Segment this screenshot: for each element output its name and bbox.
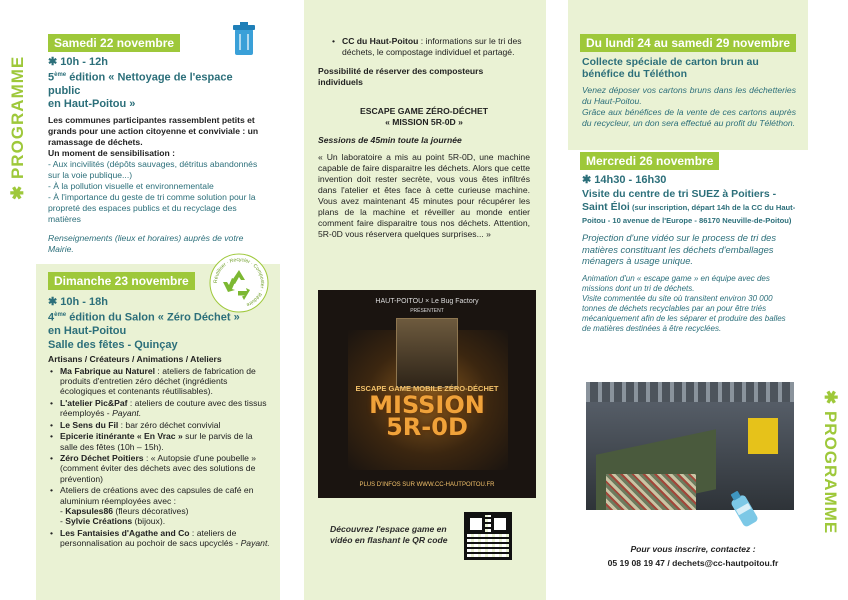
sunday-event bbox=[48, 296, 270, 550]
saturday-time: ✱ 10h - 12h bbox=[48, 56, 108, 68]
photo-rack bbox=[586, 382, 794, 402]
exhibitor-item: • Les Fantaisies d'Agathe and Co : ateliers de personnalisation au pochoir de sacs upcyclés - Payant. bbox=[48, 528, 270, 549]
qr-caption: Découvrez l'espace game en vidéo en flashant le QR code bbox=[330, 524, 448, 545]
poster-subtitle: ESCAPE GAME MOBILE ZÉRO-DÉCHET bbox=[355, 384, 499, 393]
week-date-badge: Du lundi 24 au samedi 29 novembre bbox=[580, 34, 796, 52]
contact-block bbox=[580, 544, 806, 569]
saturday-edition-suffix: ème bbox=[54, 72, 67, 78]
saturday-date-badge: Samedi 22 novembre bbox=[48, 34, 180, 52]
composteurs-note: Possibilité de réserver des composteurs individuels bbox=[318, 66, 484, 87]
exhibitor-item: • Epicerie itinérante « En Vrac » sur le parvis de la salle des fêtes (10h – 15h). bbox=[48, 431, 270, 452]
week-event-title: Collecte spéciale de carton brun au bénéfice du Téléthon bbox=[582, 56, 759, 80]
wednesday-note: (sur inscription, départ 14h de la CC du Haut-Poitou - 10 avenue de l'Europe - 86170 Neuville-de-Poitou) bbox=[582, 203, 796, 225]
side-label-programme-right: ✱ PROGRAMME bbox=[821, 390, 840, 535]
wednesday-event bbox=[582, 174, 796, 334]
saturday-edition-number: 5 bbox=[48, 71, 55, 84]
saturday-title-line2: en Haut-Poitou » bbox=[48, 97, 136, 110]
sunday-date-badge: Dimanche 23 novembre bbox=[48, 272, 195, 290]
escape-game-story: « Un laboratoire a mis au point 5R-0D, une machine capable de faire disparaitre les déchets. Alors que cette invention doit rester secrète, vous vous êtes infiltrés dans l'atelier et êtes face à cette curieuse machine. Vous avez maintenant 45 minutes pour récupérer les plans de la machine et réveiller au monde entier comment faire disparaitre tous nos déchets. Attention, 5R-0D vous réservera quelques surprises... » bbox=[318, 152, 530, 239]
exhibitor-item: • Zéro Déchet Poitiers : « Autopsie d'une poubelle » (comment éviter des déchets avec des solutions de prévention) bbox=[48, 453, 270, 484]
photo-machine bbox=[748, 418, 778, 454]
sunday-title-text: édition du Salon « Zéro Déchet » bbox=[66, 311, 240, 324]
wednesday-date-badge: Mercredi 26 novembre bbox=[580, 152, 719, 170]
saturday-title bbox=[48, 69, 262, 111]
sunday-time: ✱ 10h - 18h bbox=[48, 296, 108, 308]
cc-info-bullet: • CC du Haut-Poitou : informations sur le tri des déchets, le compostage individuel et partagé. bbox=[330, 36, 530, 58]
saturday-bullet-3: - À l'importance du geste de tri comme solution pour la propreté des espaces publics et du recyclage des matières bbox=[48, 191, 256, 224]
sunday-edition-number: 4 bbox=[48, 311, 55, 324]
qr-code[interactable] bbox=[464, 512, 512, 560]
escape-game-sessions: Sessions de 45min toute la journée bbox=[318, 135, 462, 145]
poster-brand: HAUT-POITOU × Le Bug Factory bbox=[375, 298, 479, 305]
side-label-programme-left: ✱ PROGRAMME bbox=[8, 55, 27, 200]
sunday-edition-suffix: ème bbox=[54, 312, 67, 318]
sunday-exhibitor-list bbox=[48, 366, 270, 549]
poster-title bbox=[318, 391, 536, 441]
poster-title-line1: MISSION bbox=[369, 391, 485, 419]
wednesday-title bbox=[582, 187, 796, 226]
contact-value[interactable]: 05 19 08 19 47 / dechets@cc-hautpoitou.fr bbox=[607, 558, 779, 568]
sunday-place: Salle des fêtes - Quinçay bbox=[48, 338, 178, 351]
poster-title-line2: 5R-0D bbox=[386, 413, 468, 441]
week-event bbox=[582, 56, 796, 129]
poster-url: PLUS D'INFOS SUR WWW.CC-HAUTPOITOU.FR bbox=[359, 482, 495, 488]
middle-top-text bbox=[318, 36, 530, 240]
bottle-icon bbox=[724, 488, 764, 532]
exhibitor-item: • L'atelier Pic&Paf : ateliers de couture avec des tissus réemployés - Payant. bbox=[48, 398, 270, 419]
wednesday-title-text: Visite du centre de tri SUEZ à Poitiers - Saint Éloi bbox=[582, 188, 777, 213]
saturday-title-text: édition « Nettoyage de l'espace public bbox=[48, 71, 233, 97]
saturday-description: Les communes participantes rassemblent petits et grands pour une action citoyenne et conviviale : un ramassage de déchets. bbox=[48, 114, 259, 147]
saturday-moment-label: Un moment de sensibilisation : bbox=[48, 147, 176, 158]
wednesday-animation: Animation d'un « escape game » en équipe avec des missions dont un tri de déchets. bbox=[582, 273, 770, 293]
sunday-categories: Artisans / Créateurs / Animations / Ateliers bbox=[48, 353, 222, 364]
escape-game-poster bbox=[318, 290, 536, 498]
saturday-info: Renseignements (lieux et horaires) auprès de votre Mairie. bbox=[48, 232, 244, 254]
photo-waste-pile bbox=[606, 474, 696, 510]
week-event-p1: Venez déposer vos cartons bruns dans les déchetteries du Haut-Poitou. bbox=[582, 85, 796, 106]
poster-presents: PRÉSENTENT bbox=[410, 308, 444, 314]
saturday-bullet-1: - Aux incivilités (dépôts sauvages, détritus abandonnés sur la voie publique...) bbox=[48, 158, 258, 180]
sunday-title-line2: en Haut-Poitou bbox=[48, 324, 127, 337]
sunday-title bbox=[48, 309, 270, 338]
exhibitor-item: • Ma Fabrique au Naturel : ateliers de fabrication de produits d'entretien zéro déchet (ingrédients écologiques et contenants réutilisables). bbox=[48, 366, 270, 397]
escape-game-title: ESCAPE GAME ZÉRO-DÉCHET bbox=[360, 106, 488, 116]
exhibitor-item: • Ateliers de créations avec des capsules de café en aluminium réemployées avec : - Kapsules86 (fleurs décoratives) - Sylvie Créations (bijoux). bbox=[48, 485, 270, 527]
bin-icon bbox=[232, 22, 256, 56]
contact-label: Pour vous inscrire, contactez : bbox=[630, 544, 756, 554]
wednesday-visit: Visite commentée du site où transitent environ 30 000 tonnes de déchets recyclables par an pour être triés mécaniquement afin de les séparer et produire des balles de matières destinées à être recyclées. bbox=[582, 293, 786, 333]
wednesday-projection: Projection d'une vidéo sur le process de tri des matières constituant les déchets d'emballages ménagers à usage unique. bbox=[582, 232, 777, 266]
wednesday-time: ✱ 14h30 - 16h30 bbox=[582, 174, 667, 186]
recycle-emblem-text: Réutiliser · Recycler · Composter · Réduire bbox=[212, 256, 266, 308]
saturday-bullet-2: - À la pollution visuelle et environnementale bbox=[48, 180, 214, 191]
poster-machine-illustration bbox=[396, 318, 458, 388]
week-event-p2: Grâce aux bénéfices de la vente de ces cartons auprès du recycleur, un don sera effectué au profit du Téléthon. bbox=[582, 107, 796, 128]
escape-game-subtitle: « MISSION 5R-0D » bbox=[385, 117, 463, 127]
saturday-event bbox=[48, 56, 262, 255]
exhibitor-item: • Le Sens du Fil : bar zéro déchet convivial bbox=[48, 420, 270, 430]
